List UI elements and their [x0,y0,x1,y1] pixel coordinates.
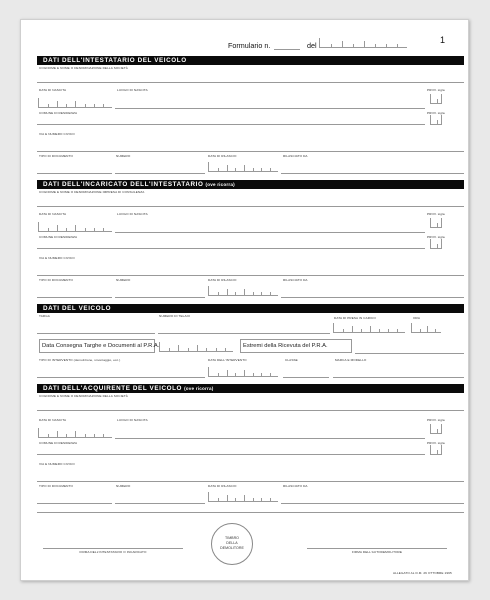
comune-field[interactable] [37,454,425,455]
label-ora: ORA [413,316,421,320]
formulario-number-field[interactable] [274,49,300,50]
label-firma-autodemolitore: FIRMA DELL'AUTODEMOLITORE [351,550,403,554]
consegna-date-field[interactable] [159,342,233,352]
consegna-targhe-field[interactable]: Data Consegna Targhe e Documenti al P.R.A. [39,339,155,353]
label-rilasciato: RILASCIATO DA [283,278,308,282]
rilasciato-field[interactable] [281,297,464,298]
section-header-incaricato [37,180,464,189]
rilasciato-field[interactable] [281,173,464,174]
stamp-circle [211,523,253,565]
prov-nascita-field[interactable] [430,424,442,434]
tipo-doc-field[interactable] [37,297,112,298]
telaio-field[interactable] [158,333,330,334]
label-data-rilascio: DATA DI RILASCIO [208,154,237,158]
cognome-field[interactable] [37,82,464,83]
comune-field[interactable] [37,248,425,249]
prov-nascita-field[interactable] [430,94,442,104]
label-data-intervento: DATA DELL'INTERVENTO [208,358,247,362]
tipo-intervento-field[interactable] [37,377,205,378]
firma-autodemolitore-line[interactable] [307,548,447,549]
label-classe: CLASSE [285,358,298,362]
data-rilascio-field[interactable] [208,286,278,296]
label-firma-intestatario: FIRMA DELL'INTESTATARIO O INCARICATO [79,550,147,554]
luogo-nascita-field[interactable] [115,438,425,439]
label-via: VIA E NUMERO CIVICO [39,462,75,466]
rilasciato-field[interactable] [281,503,464,504]
label-rilasciato: RILASCIATO DA [283,484,308,488]
label-data-presa: DATA DI PRESA IN CARICO [334,316,376,320]
label-marca: MARCA E MODELLO [335,358,367,362]
numero-field[interactable] [115,173,205,174]
label-rilasciato: RILASCIATO DA [283,154,308,158]
marca-field[interactable] [333,377,464,378]
ora-field[interactable] [411,323,441,333]
label-data-rilascio: DATA DI RILASCIO [208,278,237,282]
estremi-value-field[interactable] [355,353,464,354]
data-nascita-field[interactable] [38,428,112,438]
estremi-ricevuta-field[interactable]: Estremi della Ricevuta del P.R.A. [240,339,352,353]
data-nascita-field[interactable] [38,222,112,232]
comune-field[interactable] [37,124,425,125]
section-title: DATI DEL VEICOLO [43,305,112,312]
section-divider [37,512,464,513]
classe-field[interactable] [283,377,329,378]
numero-field[interactable] [115,297,205,298]
tipo-doc-field[interactable] [37,173,112,174]
stamp-line: TIMBRO [225,536,239,540]
label-data-nascita: DATA DI NASCITA [39,88,67,92]
prov-residenza-field[interactable] [430,239,442,249]
label-tipo-doc: TIPO DI DOCUMENTO [39,278,73,282]
section-title: DATI DELL'ACQUIRENTE DEL VEICOLO [43,385,183,392]
data-rilascio-field[interactable] [208,492,278,502]
label-prov: PROV. sigla [427,212,445,216]
stamp-line: DEMOLITORE [220,546,244,550]
data-intervento-field[interactable] [208,367,278,377]
formulario-date-field[interactable] [319,38,407,48]
luogo-nascita-field[interactable] [115,108,425,109]
section-header-acquirente [37,384,464,393]
label-data-rilascio: DATA DI RILASCIO [208,484,237,488]
label-telaio: NUMERO DI TELAIO [159,314,191,318]
via-field[interactable] [37,275,464,276]
form-sheet [20,19,469,581]
label-tipo-doc: TIPO DI DOCUMENTO [39,154,73,158]
label-comune: COMUNE DI RESIDENZA [39,235,78,239]
label-prov: PROV. sigla [427,418,445,422]
label-prov: PROV. sigla [427,88,445,92]
label-numero: NUMERO [116,484,131,488]
section-title: DATI DELL'INCARICATO DELL'INTESTATARIO [43,181,204,188]
section-header-veicolo [37,304,464,313]
label-luogo-nascita: LUOGO DI NASCITA [117,418,148,422]
label-comune: COMUNE DI RESIDENZA [39,441,78,445]
label-comune: COMUNE DI RESIDENZA [39,111,78,115]
data-rilascio-field[interactable] [208,162,278,172]
cognome-field[interactable] [37,206,464,207]
label-cognome: COGNOME E NOME O DENOMINAZIONE IMPRESA DI CONSULENZA [39,190,145,194]
label-tipo-intervento: TIPO DI INTERVENTO (demolizione, smontaggio, ecc.) [39,358,121,362]
tipo-doc-field[interactable] [37,503,112,504]
via-field[interactable] [37,481,464,482]
prov-residenza-field[interactable] [430,445,442,455]
label-targa: TARGA [39,314,50,318]
formulario-label: Formulario n. [228,41,271,50]
prov-residenza-field[interactable] [430,115,442,125]
label-prov-residenza: PROV. sigla [427,235,445,239]
allegato-note: ALLEGATO AL D.M. 26 OTTOBRE 1995 [393,571,452,575]
label-prov-residenza: PROV. sigla [427,441,445,445]
prov-nascita-field[interactable] [430,218,442,228]
label-cognome: COGNOME E NOME O DENOMINAZIONE DELLA SOCIETÀ [39,66,128,70]
data-nascita-field[interactable] [38,98,112,108]
label-numero: NUMERO [116,154,131,158]
label-prov-residenza: PROV. sigla [427,111,445,115]
label-via: VIA E NUMERO CIVICO [39,256,75,260]
data-presa-field[interactable] [333,323,405,333]
section-title: DATI DELL'INTESTATARIO DEL VEICOLO [43,57,187,64]
label-cognome: COGNOME E NOME O DENOMINAZIONE DELLA SOCIETÀ [39,394,128,398]
label-luogo-nascita: LUOGO DI NASCITA [117,88,148,92]
numero-field[interactable] [115,503,205,504]
targa-field[interactable] [37,333,155,334]
luogo-nascita-field[interactable] [115,232,425,233]
label-data-nascita: DATA DI NASCITA [39,212,67,216]
section-subtitle: (ove ricorra) [205,182,235,187]
cognome-field[interactable] [37,410,464,411]
label-via: VIA E NUMERO CIVICO [39,132,75,136]
via-field[interactable] [37,151,464,152]
del-label: del [307,41,317,50]
section-subtitle: (ove ricorra) [184,386,214,391]
stamp-line: DELLA [226,541,238,545]
label-tipo-doc: TIPO DI DOCUMENTO [39,484,73,488]
page-number: 1 [440,35,446,45]
label-numero: NUMERO [116,278,131,282]
label-data-nascita: DATA DI NASCITA [39,418,67,422]
section-header-intestatario [37,56,464,65]
firma-intestatario-line[interactable] [43,548,183,549]
label-luogo-nascita: LUOGO DI NASCITA [117,212,148,216]
